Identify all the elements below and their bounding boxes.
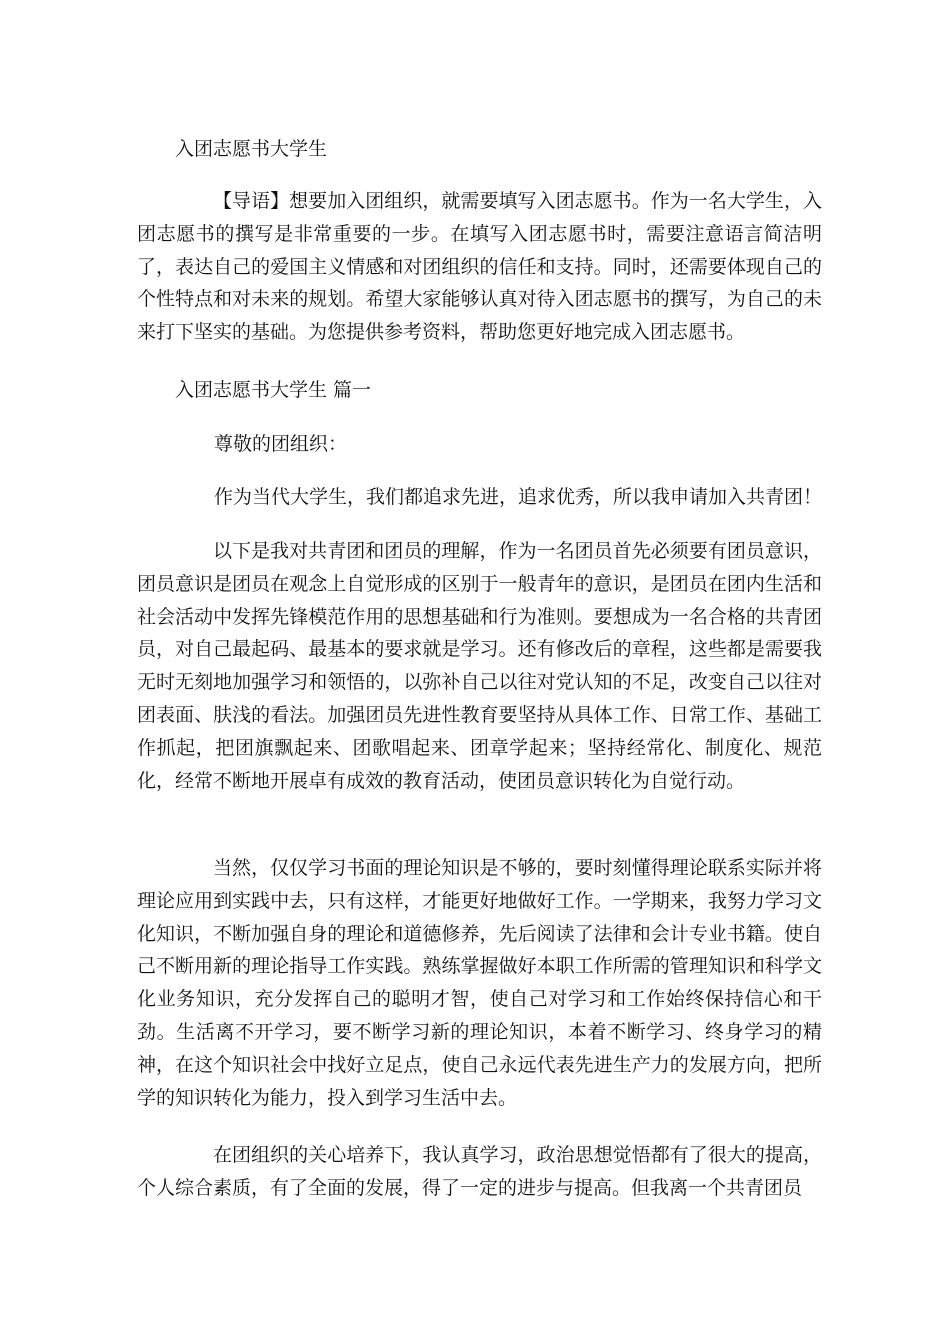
body-paragraph-2: 以下是我对共青团和团员的理解，作为一名团员首先必须要有团员意识，团员意识是团员在观念上自觉形成的区别于一般青年的意识，是团员在团内生活和社会活动中发挥先锋模范作用的思想基础和行为准则。要想成为一名合格的共青团员，对自己最起码、最基本的要求就是学习。还有修改后的章程，这些都是需要我无时无刻地加强学习和领悟的，以弥补自己以往对党认知的不足，改变自己以往对团表面、肤浅的看法。加强团员先进性教育要坚持从具体工作、日常工作、基础工作抓起，把团旗飘起来、团歌唱起来、团章学起来；坚持经常化、制度化、规范化，经常不断地开展卓有成效的教育活动，使团员意识转化为自觉行动。	[137, 540, 822, 792]
body-paragraph-4: 在团组织的关心培养下，我认真学习，政治思想觉悟都有了很大的提高，个人综合素质，有了全面的发展，得了一定的进步与提高。但我离一个共青团员	[137, 1144, 822, 1199]
body-paragraph-3: 当然，仅仅学习书面的理论知识是不够的，要时刻懂得理论联系实际并将理论应用到实践中去，只有这样，才能更好地做好工作。一学期来，我努力学习文化知识，不断加强自身的理论和道德修养，先后阅读了法律和会计专业书籍。使自己不断用新的理论指导工作实践。熟练掌握做好本职工作所需的管理知识和科学文化业务知识，充分发挥自己的聪明才智，使自己对学习和工作始终保持信心和干劲。生活离不开学习，要不断学习新的理论知识，本着不断学习、终身学习的精神，在这个知识社会中找好立足点，使自己永远代表先进生产力的发展方向，把所学的知识转化为能力，投入到学习生活中去。	[137, 857, 822, 1109]
document-title: 入团志愿书大学生	[175, 138, 328, 160]
body-paragraph-1: 作为当代大学生，我们都追求先进，追求优秀，所以我申请加入共青团！	[214, 486, 823, 508]
intro-paragraph: 【导语】想要加入团组织，就需要填写入团志愿书。作为一名大学生，入团志愿书的撰写是非常重要的一步。在填写入团志愿书时，需要注意语言简洁明了，表达自己的爱国主义情感和对团组织的信任和支持。同时，还需要体现自己的个性特点和对未来的规划。希望大家能够认真对待入团志愿书的撰写，为自己的未来打下坚实的基础。为您提供参考资料，帮助您更好地完成入团志愿书。	[137, 190, 822, 344]
greeting-line: 尊敬的团组织：	[214, 433, 348, 455]
section-heading: 入团志愿书大学生 篇一	[175, 379, 372, 401]
